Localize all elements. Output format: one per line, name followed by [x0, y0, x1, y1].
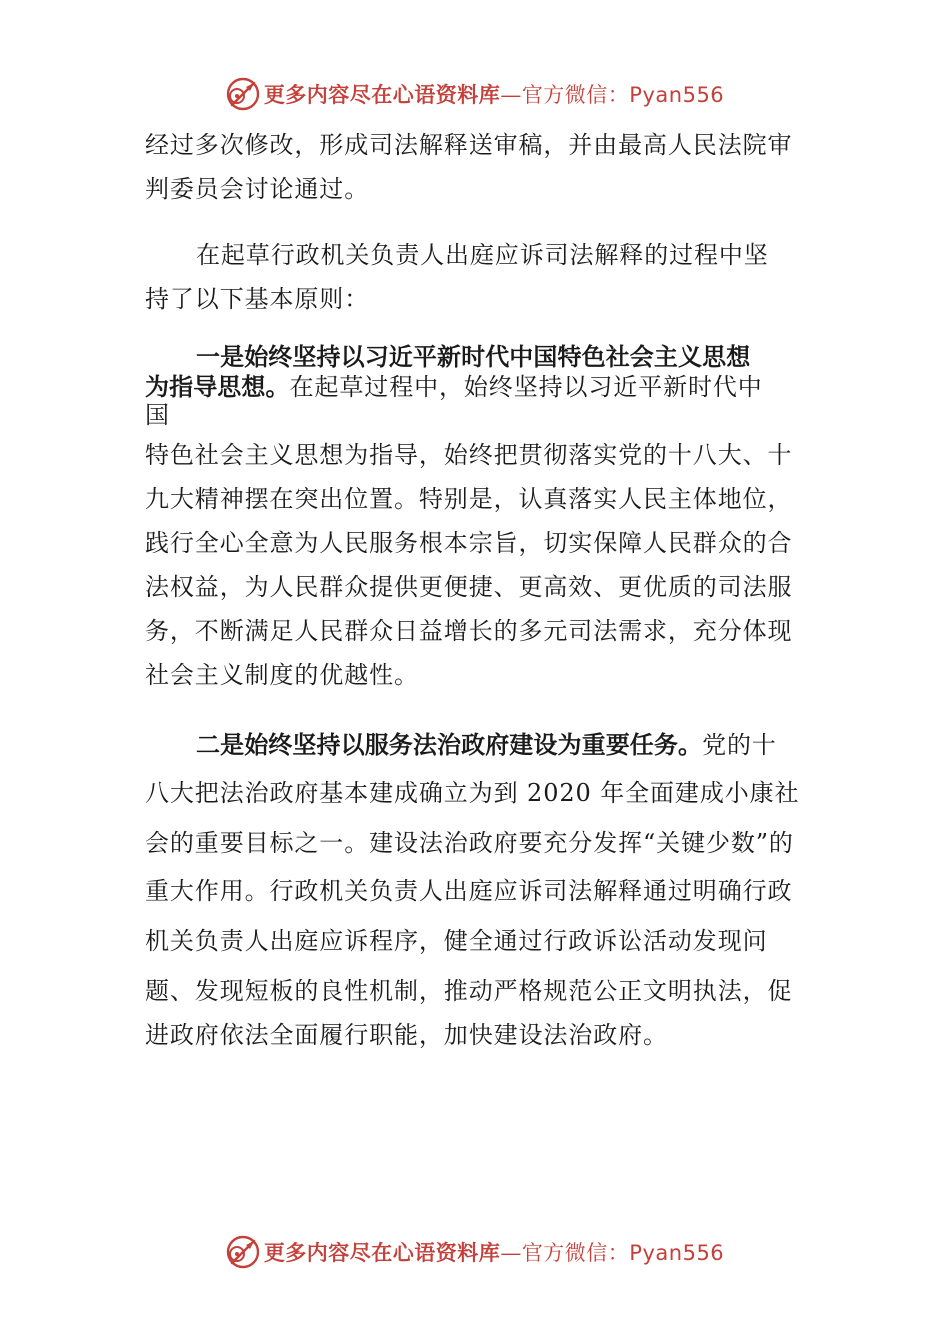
body-text: 党的十	[702, 731, 777, 759]
body-line: 判委员会讨论通过。	[145, 175, 370, 203]
body-line	[196, 730, 777, 760]
watermark-wechat: 官方微信：Pyan556	[521, 83, 725, 107]
body-text: 在起草过程中，始终坚持以习近平新时代中	[289, 373, 763, 401]
body-line: 八大把法治政府基本建成确立为到 2020 年全面建成小康社	[145, 779, 800, 807]
body-line: 经过多次修改，形成司法解释送审稿，并由最高人民法院审	[145, 131, 793, 159]
body-line: 法权益，为人民群众提供更便捷、更高效、更优质的司法服	[145, 573, 793, 601]
body-line: 机关负责人出庭应诉程序，健全通过行政诉讼活动发现问	[145, 927, 768, 955]
principle-one-heading-end: 为指导思想。	[145, 373, 290, 401]
body-line: 九大精神摆在突出位置。特别是，认真落实人民主体地位，	[145, 485, 793, 513]
watermark-main: 更多内容尽在心语资料库	[263, 1240, 501, 1265]
body-line: 题、发现短板的良性机制，推动严格规范公正文明执法，促	[145, 977, 793, 1005]
principle-one-heading: 一是始终坚持以习近平新时代中国特色社会主义思想	[196, 343, 751, 371]
watermark-separator: —	[500, 1241, 522, 1265]
body-line	[145, 372, 763, 402]
body-line: 社会主义制度的优越性。	[145, 661, 419, 689]
body-line: 务，不断满足人民群众日益增长的多元司法需求，充分体现	[145, 617, 793, 645]
body-line: 进政府依法全面履行职能，加快建设法治政府。	[145, 1021, 668, 1049]
body-line: 特色社会主义思想为指导，始终把贯彻落实党的十八大、十	[145, 441, 793, 469]
logo-icon	[226, 1235, 260, 1269]
body-line: 会的重要目标之一。建设法治政府要充分发挥“关键少数”的	[145, 829, 794, 857]
watermark-wechat: 官方微信：Pyan556	[521, 1241, 725, 1265]
header-watermark	[0, 74, 950, 114]
body-line: 国	[145, 401, 170, 429]
body-line: 在起草行政机关负责人出庭应诉司法解释的过程中坚	[196, 241, 769, 269]
watermark-text	[264, 1237, 724, 1267]
watermark-main: 更多内容尽在心语资料库	[263, 82, 501, 107]
body-line: 重大作用。行政机关负责人出庭应诉司法解释通过明确行政	[145, 877, 793, 905]
watermark-separator: —	[500, 83, 522, 107]
body-line: 践行全心全意为人民服务根本宗旨，切实保障人民群众的合	[145, 529, 793, 557]
watermark-text	[264, 79, 724, 109]
principle-two-heading: 二是始终坚持以服务法治政府建设为重要任务。	[196, 731, 703, 759]
footer-watermark	[0, 1232, 950, 1272]
body-line: 持了以下基本原则：	[145, 285, 370, 313]
logo-icon	[226, 77, 260, 111]
